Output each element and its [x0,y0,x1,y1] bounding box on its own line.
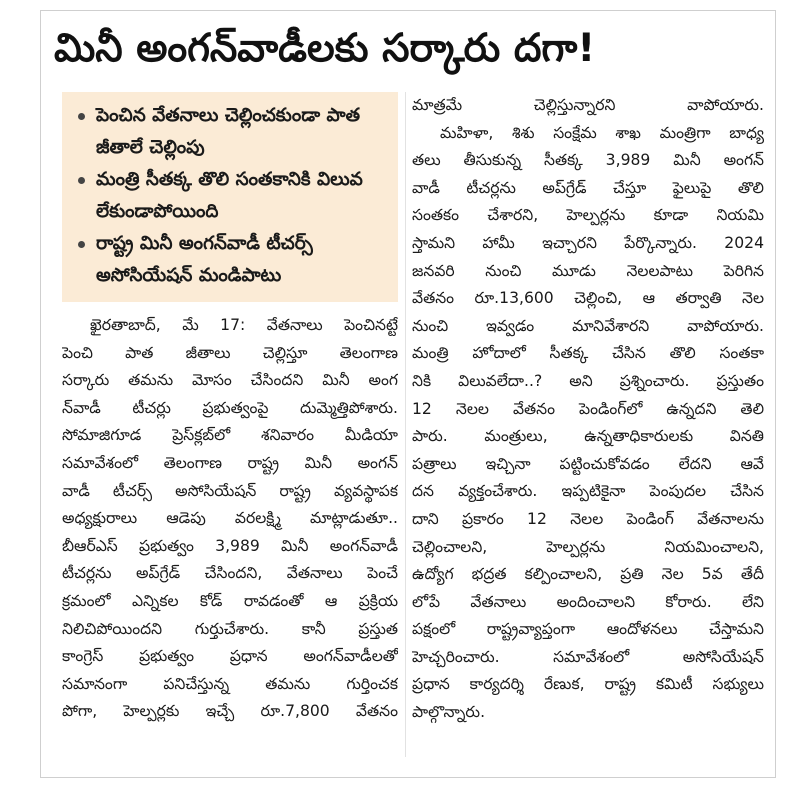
summary-point-text: పెంచిన వేతనాలు చెల్లించకుండా పాత జీతాలే చెల్లింపు [96,105,360,158]
body-line: తలు తీసుకున్న సీతక్క 3,989 మినీ అంగన్ [412,151,764,170]
body-line: న్‌వాడీ టీచర్లు ప్రభుత్వంపై దుమ్మెత్తిపోశారు. [62,398,398,417]
body-line: పోగా, హెల్పర్లకు ఇచ్చే రూ.7,800 వేతనం [62,702,398,721]
body-line: మంత్రి హోదాలో సీతక్క చేసిన తొలి సంతకా [412,344,764,363]
body-line: పెంచి పాత జీతాలు చెల్లిస్తూ తెలంగాణ [62,343,398,362]
body-line: పత్రాలు ఇచ్చినా పట్టించుకోవడం లేదని ఆవే [412,454,764,473]
body-line: పారు. మంత్రులు, ఉన్నతాధికారులకు వినతి [412,427,764,446]
body-line: ఖైరతాబాద్, మే 17: వేతనాలు పెంచినట్టే [90,316,398,334]
body-line: బీఆర్‌ఎస్ ప్రభుత్వం 3,989 మినీ అంగన్‌వాడీ [62,536,398,555]
body-line: నికి విలువలేదా..? అని ప్రశ్నించారు. ప్రస్తుతం [412,371,764,390]
body-line: స్తామని హామీ ఇచ్చారని పేర్కొన్నారు. 2024 [412,233,764,252]
body-line: దాని ప్రకారం 12 నెలల పెండింగ్ వేతనాలను [412,509,764,528]
body-line: సంతకం చేశారని, హెల్పర్లను కూడా నియమి [412,206,764,225]
summary-box [62,92,398,302]
body-line: సమానంగా పనిచేస్తున్న తమను గుర్తించక [62,674,398,693]
column-divider [405,92,406,757]
summary-point-text: రాష్ట్ర మినీ అంగన్‌వాడీ టీచర్స్ అసోసియేషన్ మండిపాటు [96,233,313,286]
summary-list [74,100,386,292]
body-line: క్రమంలో ఎన్నికల కోడ్ రావడంతో ఆ ప్రక్రియ [62,591,398,610]
body-line: ప్రధాన కార్యదర్శి రేణుక, రాష్ట్ర కమిటీ సభ్యులు [412,675,764,694]
body-line: 12 నెలల వేతనం పెండింగ్‌లో ఉన్నదని తెలి [412,399,764,418]
body-line: పక్షంలో రాష్ట్రవ్యాప్తంగా ఆందోళనలు చేస్తామని [412,620,764,639]
body-line: మాత్రమే చెల్లిస్తున్నారని వాపోయారు. [412,96,764,114]
body-line: లోపే వేతనాలు అందించాలని కోరారు. లేని [412,592,764,611]
body-line: సర్కారు తమను మోసం చేసిందని మినీ అంగ [62,371,398,390]
body-line: అధ్యక్షురాలు ఆడెపు వరలక్ష్మి మాట్లాడుతూ.. [62,509,398,528]
right-body-text [412,92,764,727]
bullet-icon [78,113,85,120]
body-line: వాడీ టీచర్స్ అసోసియేషన్ రాష్ట్ర వ్యవస్థాపక [62,481,398,500]
body-line: టీచర్లను అప్‌గ్రేడ్ చేసిందని, వేతనాలు పెంచే [62,564,398,583]
summary-point [74,228,386,292]
body-line: సమావేశంలో తెలంగాణ రాష్ట్ర మినీ అంగన్ [62,453,398,472]
summary-point [74,164,386,228]
body-line: కాంగ్రెస్ ప్రభుత్వం ప్రధాన అంగన్‌వాడీలతో [62,647,398,666]
body-line: మహిళా, శిశు సంక్షేమ శాఖ మంత్రిగా బాధ్య [440,123,764,142]
right-column [412,92,764,727]
body-line: పాల్గొన్నారు. [412,703,486,722]
body-line: వేతనం రూ.13,600 చెల్లించి, ఆ తర్వాతి నెల [412,289,764,308]
summary-point-text: మంత్రి సీతక్క తొలి సంతకానికి విలువ లేకుండాపోయింది [96,169,363,222]
bullet-icon [78,177,85,184]
left-column [62,92,398,726]
bullet-icon [78,241,85,248]
body-line: నుంచి ఇవ్వడం మానివేశారని వాపోయారు. [412,316,764,335]
body-line: నిలిచిపోయిందని గుర్తుచేశారు. కానీ ప్రస్తుత [62,619,398,638]
body-line: దన వ్యక్తంచేశారు. ఇప్పటికైనా పెంపుదల చేసిన [412,482,764,501]
summary-point [74,100,386,164]
body-line: సోమాజిగూడ ప్రెస్‌క్లబ్‌లో శనివారం మీడియా [62,426,398,445]
body-line: జనవరి నుంచి మూడు నెలలపాటు పెరిగిన [412,261,764,280]
left-body-text [62,312,398,726]
body-line: చెల్లించాలని, హెల్పర్లను నియమించాలని, [412,537,764,556]
headline: మినీ అంగన్‌వాడీలకు సర్కారు దగా! [54,26,596,71]
body-line: ఉద్యోగ భద్రత కల్పించాలని, ప్రతి నెల 5వ తేదీ [412,565,764,584]
body-line: హెచ్చరించారు. సమావేశంలో అసోసియేషన్ [412,647,764,666]
body-line: వాడీ టీచర్లను అప్‌గ్రేడ్ చేస్తూ ఫైలుపై తొలి [412,178,764,197]
